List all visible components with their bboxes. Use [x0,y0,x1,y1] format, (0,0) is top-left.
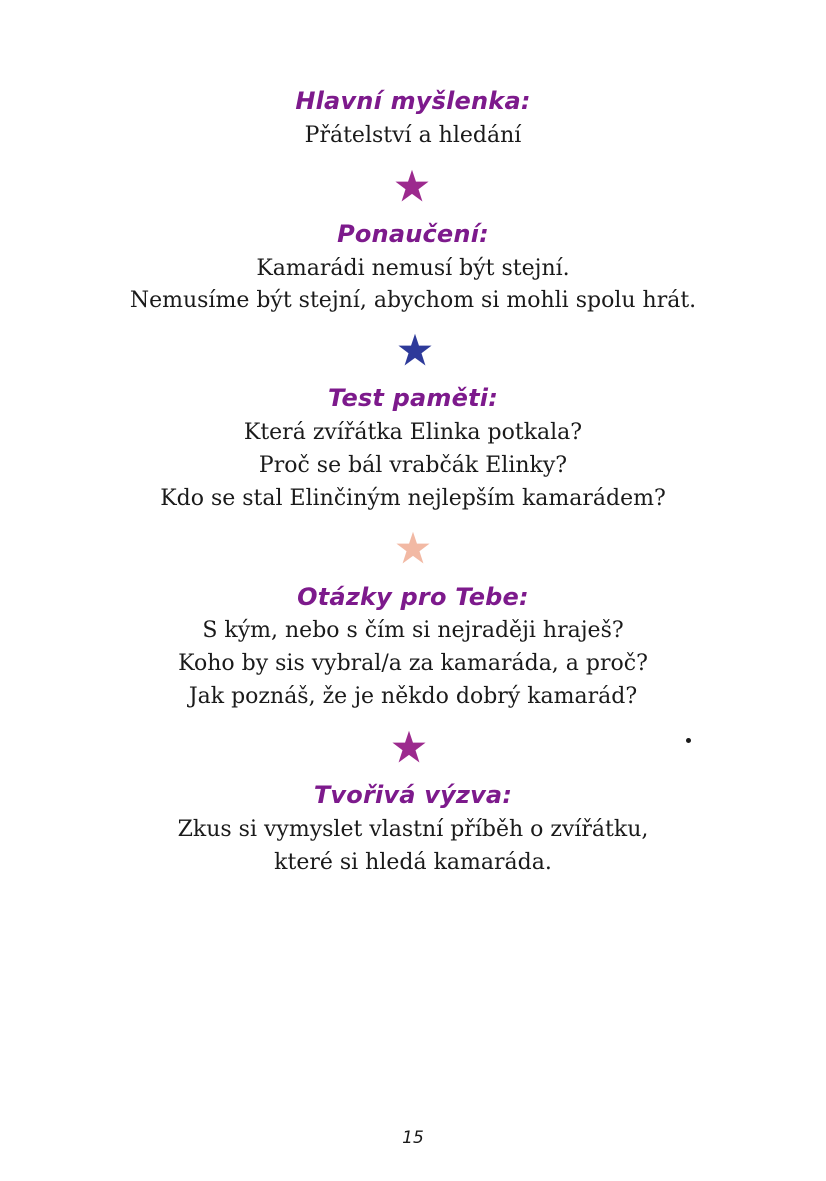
memory-test-line-2: Proč se bál vrabčák Elinky? [258,453,568,478]
questions-line-2: Koho by sis vybral/a za kamaráda, a proč? [178,651,648,676]
star-icon [395,530,431,566]
heading-moral: Ponaučení: [337,220,489,248]
creative-line-2: které si hledá kamaráda. [274,850,552,875]
star-icon [397,332,433,368]
heading-creative-challenge: Tvořivá výzva: [313,781,513,809]
memory-test-line-3: Kdo se stal Elinčiným nejlepším kamarádem? [160,486,666,511]
moral-line-1: Kamarádi nemusí být stejní. [256,256,570,281]
main-idea-line-1: Přátelství a hledání [304,123,522,148]
page-number: 15 [402,1128,424,1148]
questions-line-3: Jak poznáš, že je někdo dobrý kamarád? [188,684,638,709]
star-icon [394,168,430,204]
heading-questions-for-you: Otázky pro Tebe: [297,583,529,611]
heading-main-idea: Hlavní myšlenka: [295,87,531,115]
star-icon [391,729,427,765]
moral-line-2: Nemusíme být stejní, abychom si mohli spolu hrát. [129,288,697,313]
memory-test-line-1: Která zvířátka Elinka potkala? [243,420,583,445]
questions-line-1: S kým, nebo s čím si nejraději hraješ? [202,618,624,643]
stray-dot [686,738,691,743]
creative-line-1: Zkus si vymyslet vlastní příběh o zvířátku, [177,817,649,842]
heading-memory-test: Test paměti: [327,384,499,412]
